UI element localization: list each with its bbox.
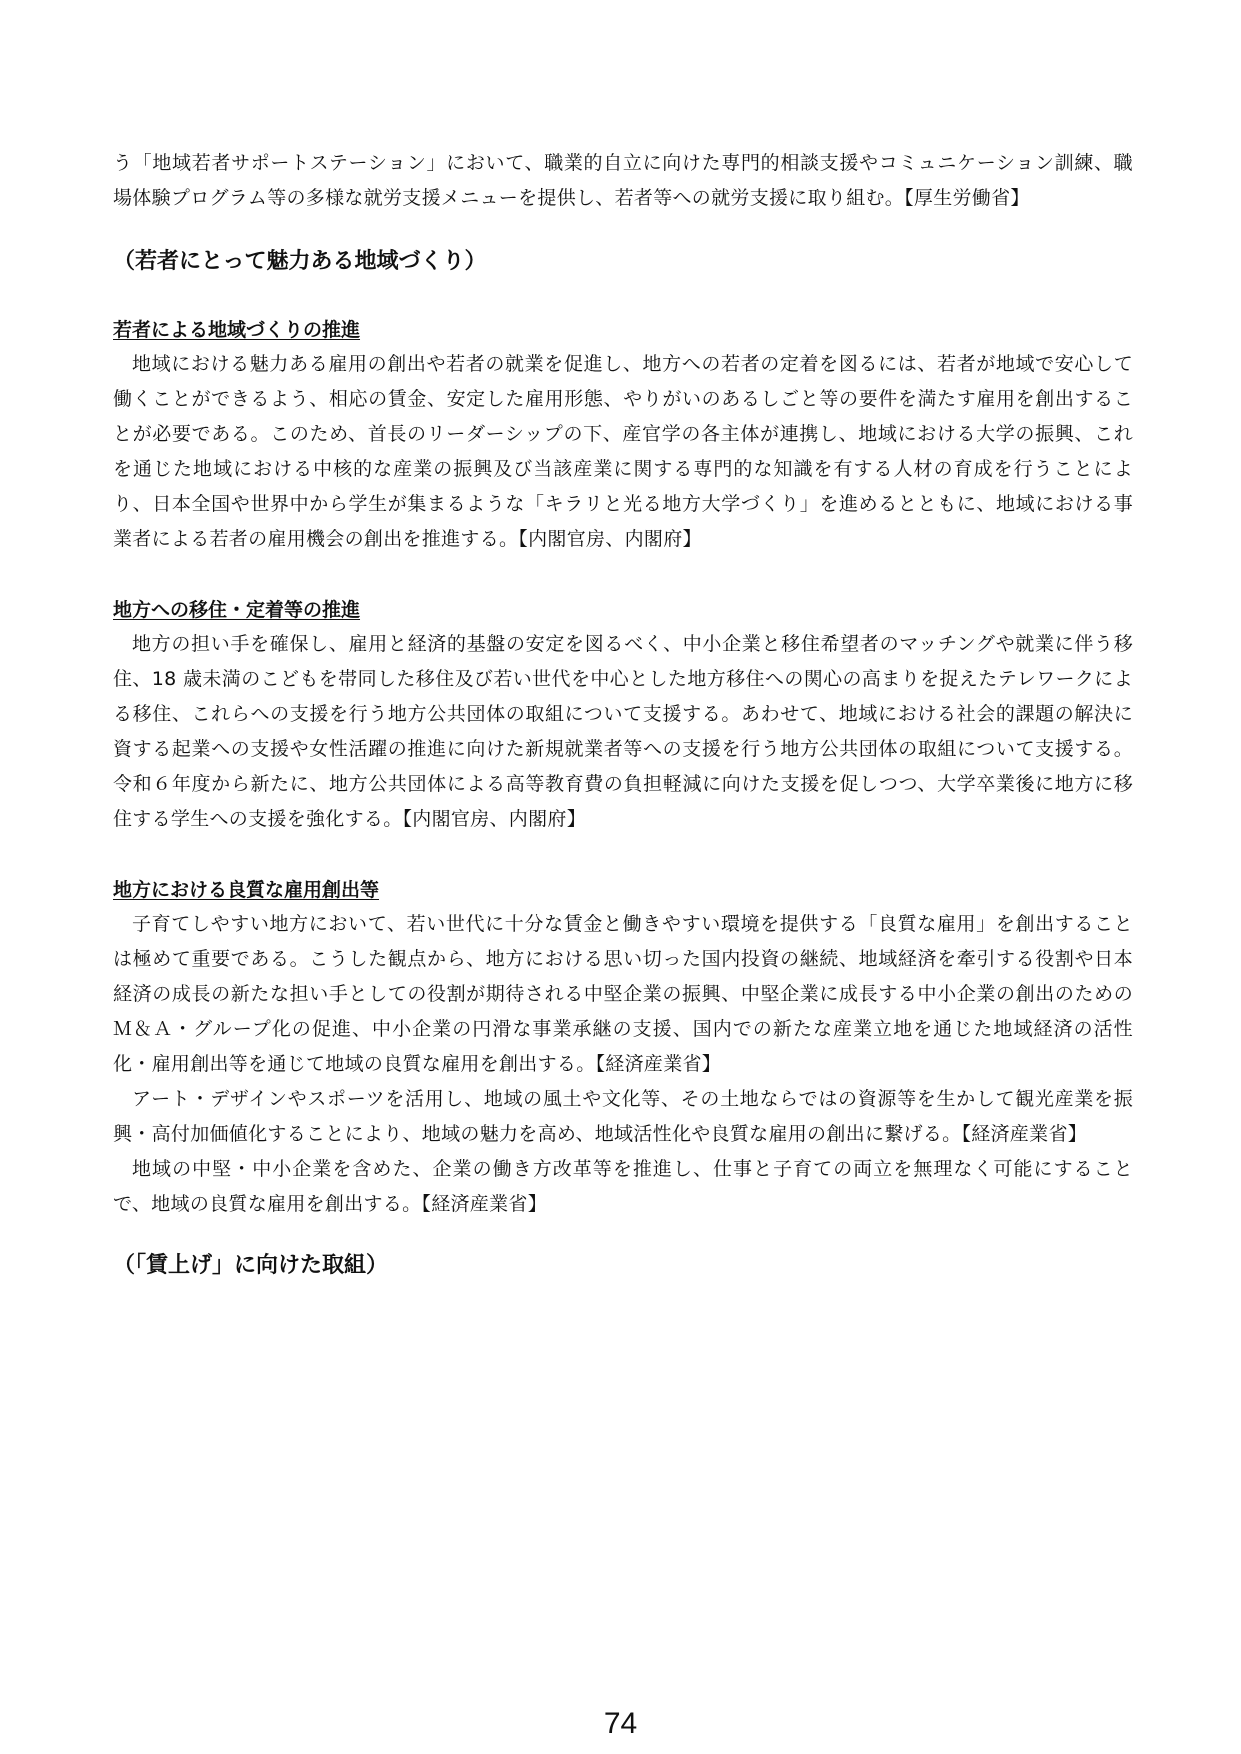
paragraph-quality-employment-3: 地域の中堅・中小企業を含めた、企業の働き方改革等を推進し、仕事と子育ての両立を無理なく可能にすることで、地域の良質な雇用を創出する。【経済産業省】 xyxy=(113,1158,1133,1215)
page-number: 74 xyxy=(603,1707,638,1740)
paragraph-quality-employment-2: アート・デザインやスポーツを活用し、地域の風土や文化等、その土地ならではの資源等を生かして観光産業を振興・高付加価値化することにより、地域の魅力を高め、地域活性化や良質な雇用の創出に繋げる。【経済産業省】 xyxy=(113,1088,1133,1145)
intro-paragraph: う「地域若者サポートステーション」において、職業的自立に向けた専門的相談支援やコミュニケーション訓練、職場体験プログラム等の多様な就労支援メニューを提供し、若者等への就労支援に取り組む。【厚生労働省】 xyxy=(113,152,1133,209)
subheading-youth-regional-development: 若者による地域づくりの推進 xyxy=(113,319,361,341)
paragraph-migration-settlement: 地方の担い手を確保し、雇用と経済的基盤の安定を図るべく、中小企業と移住希望者のマッチングや就業に伴う移住、18 歳未満のこどもを帯同した移住及び若い世代を中心とした地方移住への関心の高まりを捉えたテレワークによる移住、これらへの支援を行う地方公共団体の取組について支援する。あわせて、地域における社会的課題の解決に資する起業への支援や女性活躍の推進に向けた新規就業者等への支援を行う地方公共団体の取組について支援する。令和６年度から新たに、地方公共団体による高等教育費の負担軽減に向けた支援を促しつつ、大学卒業後に地方に移住する学生への支援を強化する。【内閣官房、内閣府】 xyxy=(113,633,1133,830)
page-content xyxy=(113,146,1133,1282)
paragraph-youth-regional-development: 地域における魅力ある雇用の創出や若者の就業を促進し、地方への若者の定着を図るには、若者が地域で安心して働くことができるよう、相応の賃金、安定した雇用形態、やりがいのあるしごと等の要件を満たす雇用を創出することが必要である。このため、首長のリーダーシップの下、産官学の各主体が連携し、地域における大学の振興、これを通じた地域における中核的な産業の振興及び当該産業に関する専門的な知識を有する人材の育成を行うことにより、日本全国や世界中から学生が集まるような「キラリと光る地方大学づくり」を進めるとともに、地域における事業者による若者の雇用機会の創出を推進する。【内閣官房、内閣府】 xyxy=(113,353,1133,550)
subheading-quality-employment: 地方における良質な雇用創出等 xyxy=(113,879,380,901)
section-title-wage-increase: （「賃上げ」に向けた取組） xyxy=(113,1253,389,1278)
subheading-migration-settlement: 地方への移住・定着等の推進 xyxy=(113,599,361,621)
section-title-attractive-region: （若者にとって魅力ある地域づくり） xyxy=(113,249,487,274)
paragraph-quality-employment-1: 子育てしやすい地方において、若い世代に十分な賃金と働きやすい環境を提供する「良質な雇用」を創出することは極めて重要である。こうした観点から、地方における思い切った国内投資の継続、地域経済を牽引する役割や日本経済の成長の新たな担い手としての役割が期待される中堅企業の振興、中堅企業に成長する中小企業の創出のためのＭ＆Ａ・グループ化の促進、中小企業の円滑な事業承継の支援、国内での新たな産業立地を通じた地域経済の活性化・雇用創出等を通じて地域の良質な雇用を創出する。【経済産業省】 xyxy=(113,913,1133,1075)
